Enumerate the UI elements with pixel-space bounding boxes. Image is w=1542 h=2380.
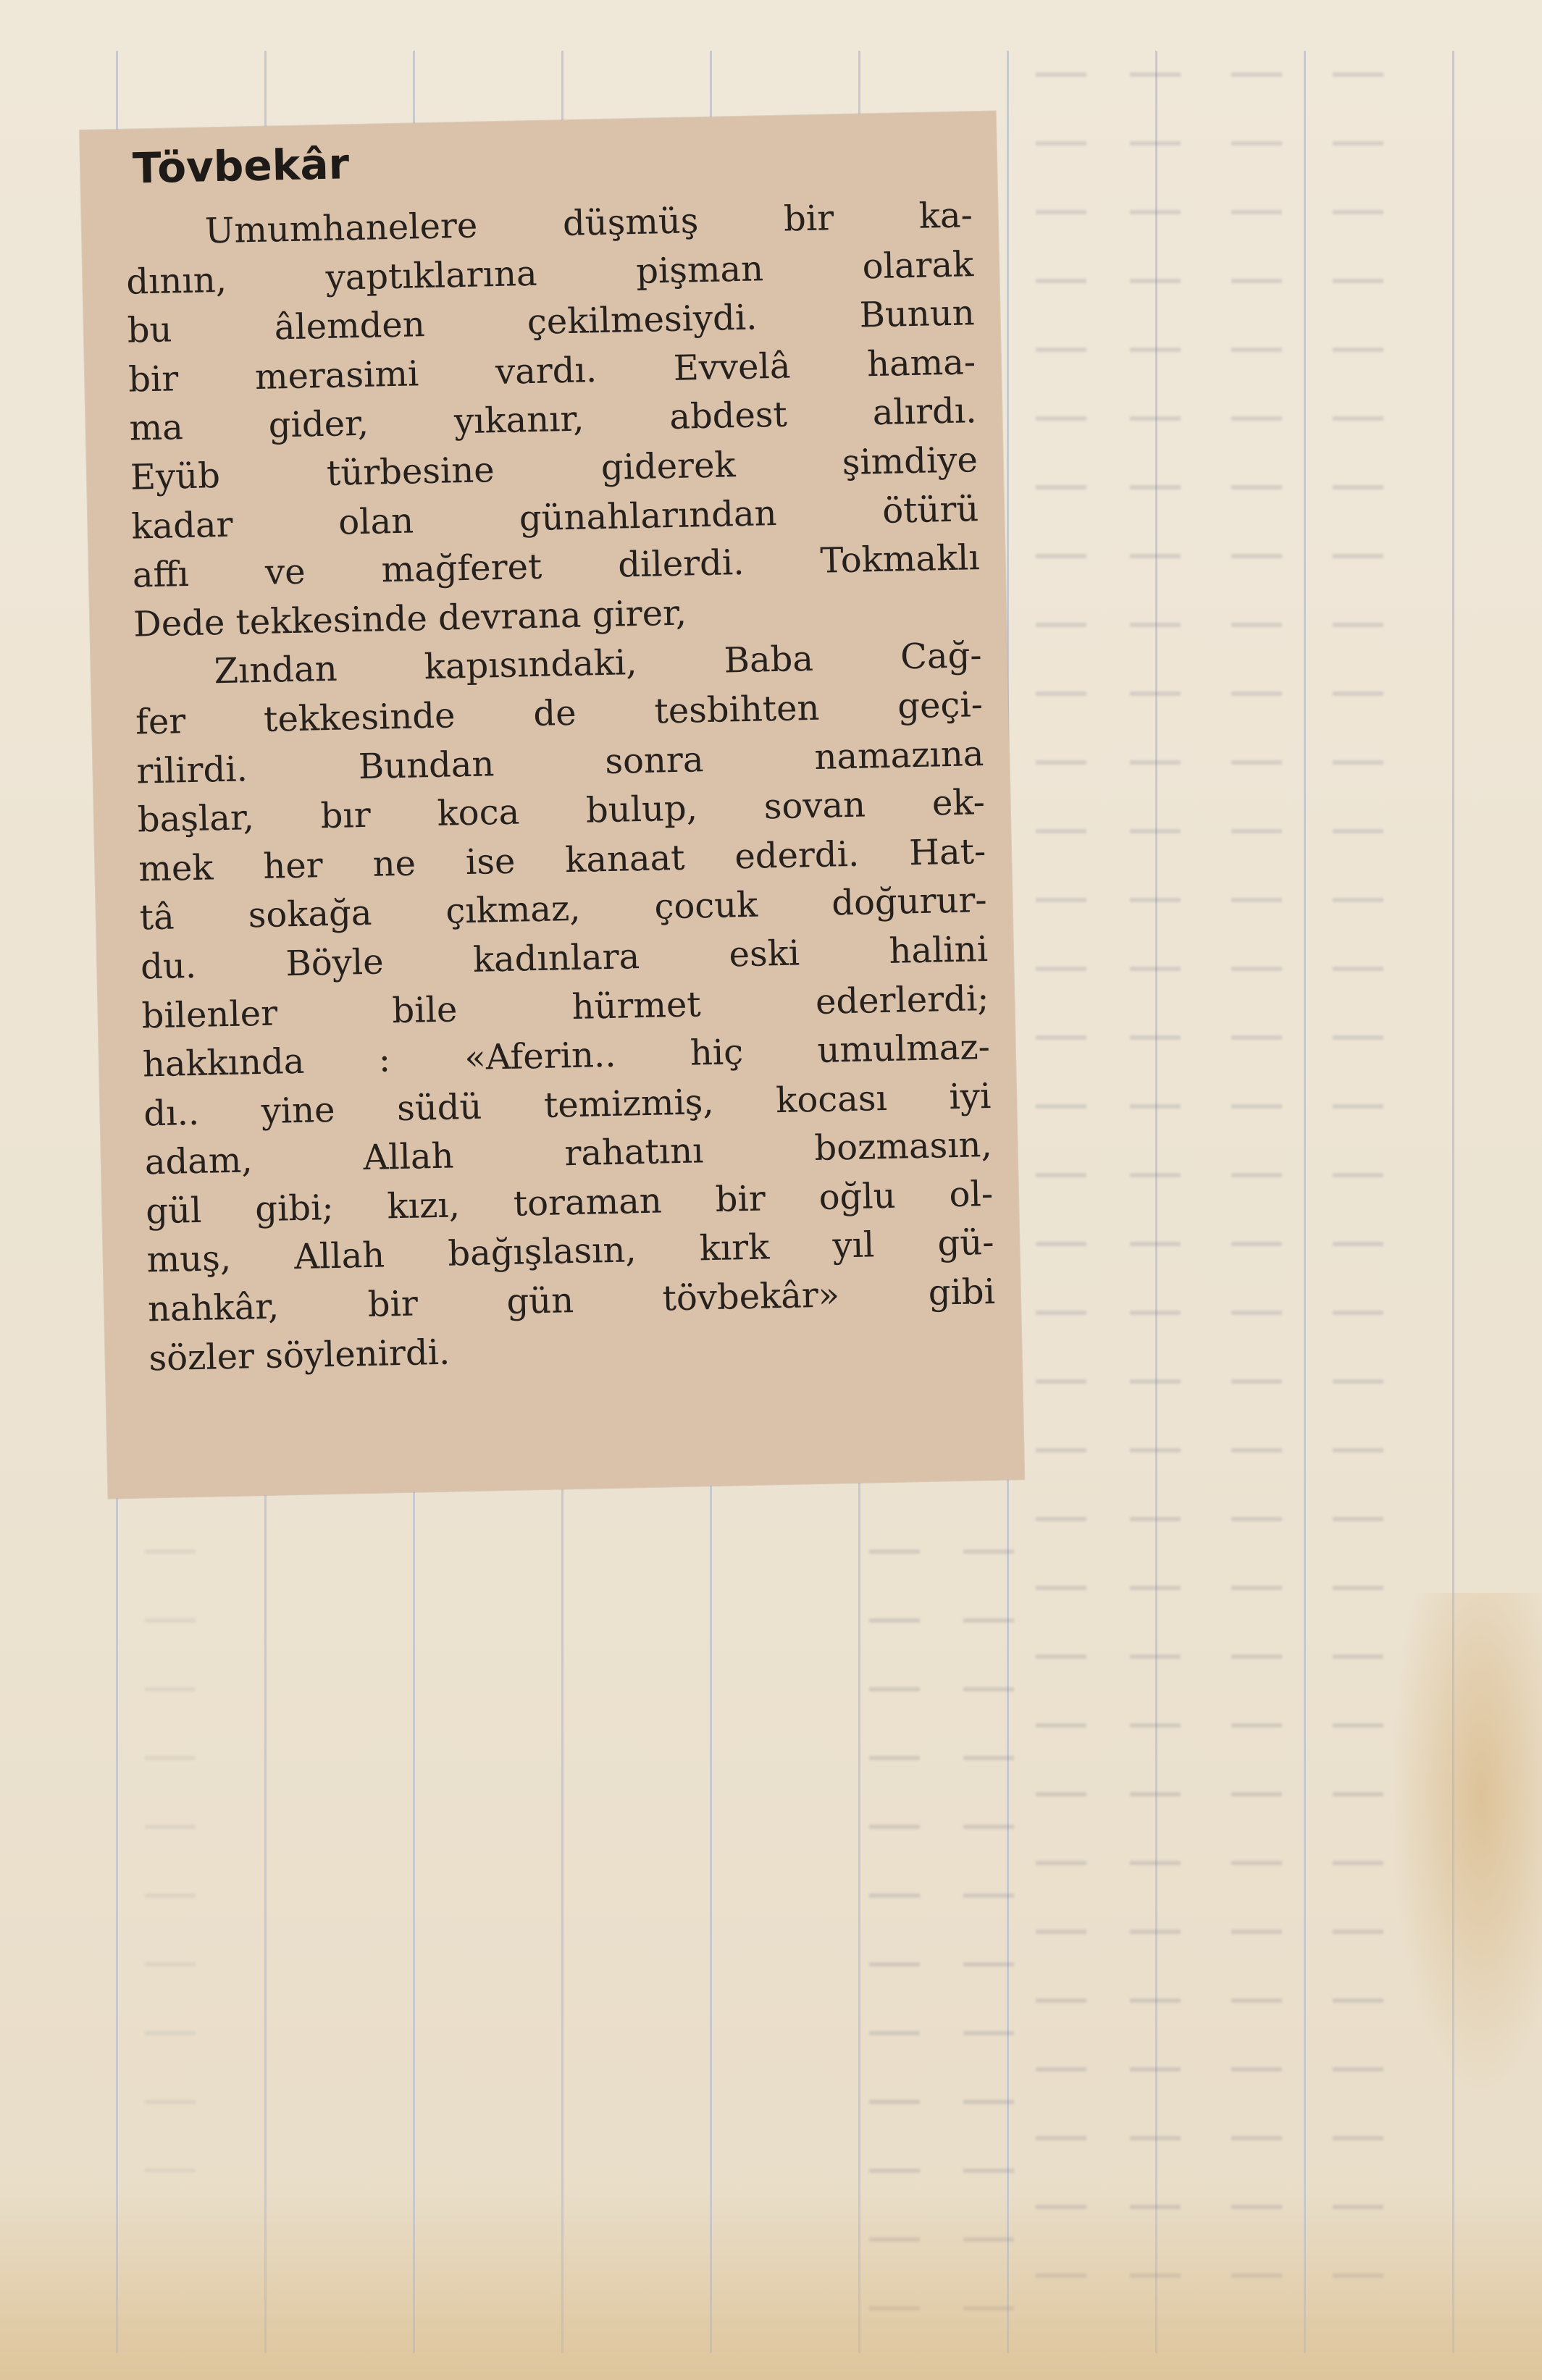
text-line: kadar olan günahlarından ötürü: [130, 488, 979, 547]
text-line: başlar, bır koca bulup, sovan ek-: [137, 782, 986, 841]
text-line: Eyüb türbesine giderek şimdiye: [130, 440, 979, 498]
text-line: mek her ne ise kanaat ederdi. Hat-: [138, 831, 986, 890]
text-line: Zından kapısındaki, Baba Cağ-: [214, 635, 983, 692]
text-line: nahkâr, bir gün tövbekâr» gibi: [147, 1271, 996, 1330]
text-line: bu âlemden çekilmesiydi. Bunun: [127, 293, 976, 351]
bleed-through-handwriting: [1231, 43, 1282, 2324]
bleed-through-handwriting: [1130, 43, 1181, 2324]
text-line: du. Böyle kadınlara eski halini: [140, 928, 989, 988]
bleed-through-handwriting: [1036, 43, 1086, 2324]
text-line: sözler söylenirdi.: [148, 1332, 451, 1379]
text-line: gül gibi; kızı, toraman bir oğlu ol-: [145, 1173, 994, 1232]
water-stain: [1391, 1593, 1542, 2100]
text-line: hakkında : «Aferin.. hiç umulmaz-: [142, 1027, 991, 1085]
text-line: dı.. yine südü temizmiş, kocası iyi: [143, 1075, 992, 1135]
text-line: affı ve mağferet dilerdi. Tokmaklı: [132, 537, 981, 596]
text-line: dının, yaptıklarına pişman olarak: [125, 243, 974, 303]
text-line: bir merasimi vardı. Evvelâ hama-: [127, 341, 976, 400]
clipping-body: [125, 191, 997, 1383]
text-line: Dede tekkesinde devrana girer,: [133, 592, 687, 645]
newspaper-clipping: [80, 112, 1024, 1499]
text-line: Umumhanelere düşmüş bir ka-: [204, 195, 973, 252]
text-line: muş, Allah bağışlasın, kırk yıl gü-: [146, 1222, 995, 1281]
bleed-through-handwriting: [1333, 43, 1383, 2324]
water-stain: [0, 2192, 1542, 2380]
text-line: rilirdi. Bundan sonra namazına: [135, 733, 984, 792]
ruled-line: [1304, 51, 1306, 2353]
text-line: bilenler bile hürmet ederlerdi;: [141, 977, 989, 1036]
bleed-through-handwriting: [145, 1521, 196, 2172]
text-line: ma gider, yıkanır, abdest alırdı.: [129, 390, 977, 450]
clipping-title: Tövbekâr: [132, 139, 350, 193]
text-line: adam, Allah rahatını bozmasın,: [144, 1124, 993, 1183]
text-line: tâ sokağa çıkmaz, çocuk doğurur-: [139, 880, 988, 938]
text-line: fer tekkesinde de tesbihten geçi-: [135, 684, 984, 743]
